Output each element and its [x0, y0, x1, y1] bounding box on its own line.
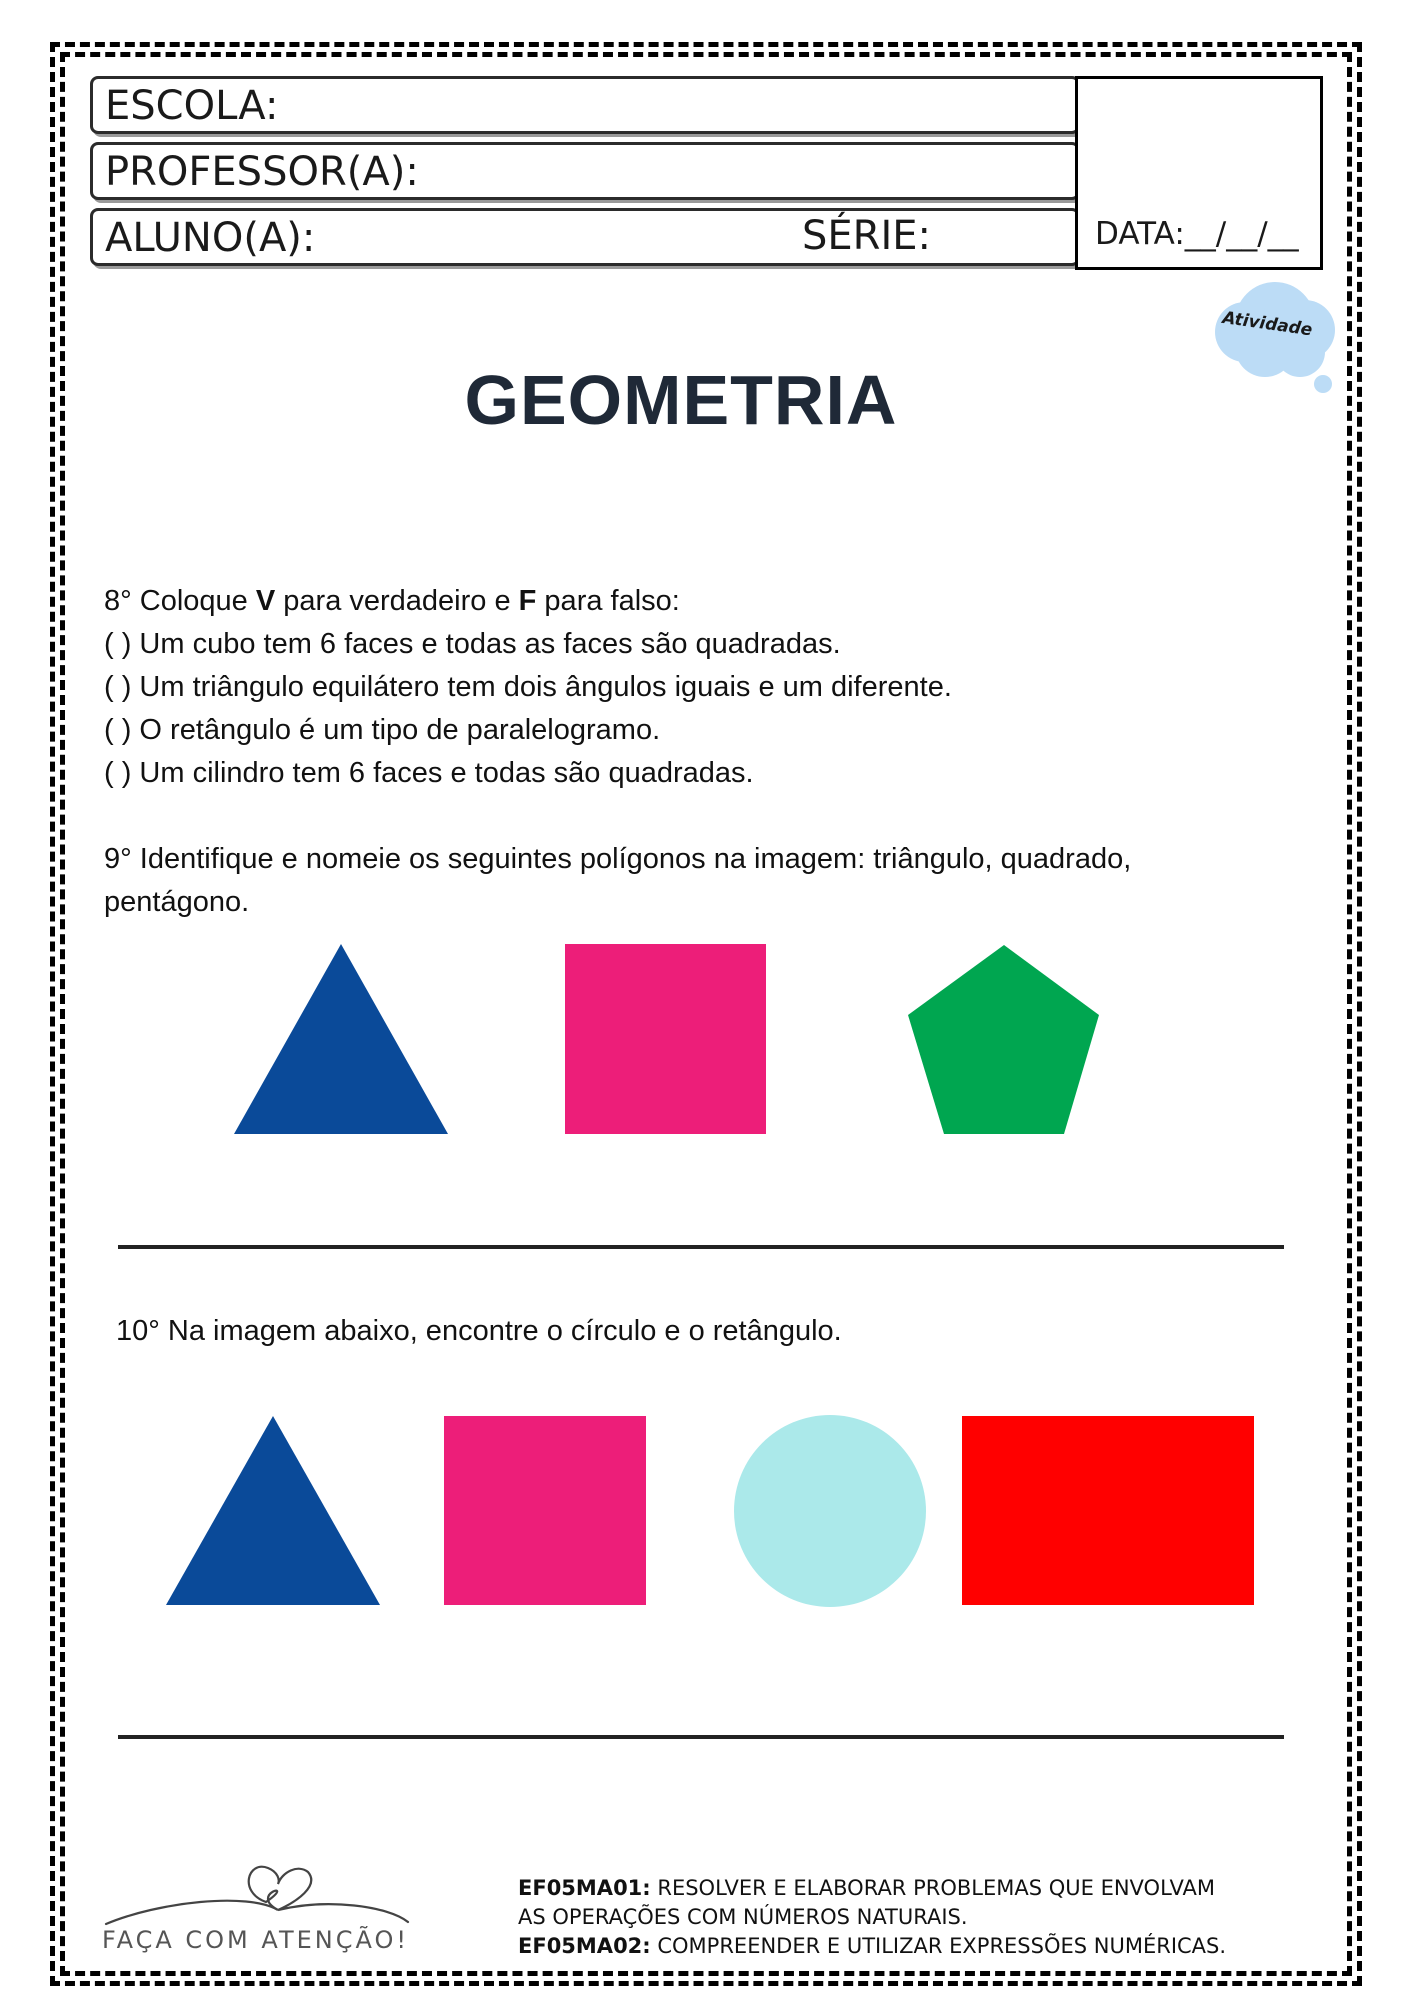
bncc-code-2: EF05MA02: — [518, 1934, 651, 1958]
student-field[interactable] — [90, 208, 1080, 266]
q10-rectangle-shape — [962, 1416, 1254, 1605]
answer-line-q9[interactable] — [118, 1245, 1284, 1249]
q8-f: F — [518, 585, 537, 617]
q9-pentagon-shape — [908, 945, 1099, 1134]
bncc-desc-2: COMPREENDER E UTILIZAR EXPRESSÕES NUMÉRICAS. — [650, 1934, 1227, 1958]
q8-item-1[interactable]: ( ) Um cubo tem 6 faces e todas as faces são quadradas. — [104, 628, 841, 660]
school-field[interactable] — [90, 76, 1080, 134]
q10-shapes — [0, 1410, 1414, 1610]
activity-badge-label: Atividade — [1221, 308, 1314, 341]
bncc-line-1 — [518, 1874, 1226, 1903]
heart-swirl-icon — [98, 1862, 418, 1932]
q8-item-2[interactable]: ( ) Um triângulo equilátero tem dois ângulos iguais e um diferente. — [104, 671, 952, 703]
slogan: FAÇA COM ATENÇÃO! — [102, 1926, 409, 1954]
question-10-prompt: 10° Na imagem abaixo, encontre o círculo e o retângulo. — [116, 1315, 842, 1347]
bncc-line-2: AS OPERAÇÕES COM NÚMEROS NATURAIS. — [518, 1905, 968, 1929]
q8-item-3[interactable]: ( ) O retângulo é um tipo de paralelogramo. — [104, 714, 661, 746]
q8-prefix: 8° Coloque — [104, 585, 256, 617]
answer-line-q10[interactable] — [118, 1735, 1284, 1739]
student-label: ALUNO(A): — [105, 215, 316, 261]
q10-circle-shape — [734, 1415, 926, 1607]
q9-square-shape — [565, 944, 766, 1134]
bncc-line-3 — [518, 1932, 1226, 1961]
question-9-line-2: pentágono. — [104, 886, 250, 918]
question-8-prompt — [104, 580, 680, 623]
grade-label: SÉRIE: — [802, 213, 932, 259]
question-9-line-1: 9° Identifique e nomeie os seguintes polígonos na imagem: triângulo, quadrado, — [104, 843, 1132, 875]
teacher-label: PROFESSOR(A): — [105, 149, 419, 195]
bncc-code-1: EF05MA01: — [518, 1876, 651, 1900]
teacher-field[interactable] — [90, 142, 1080, 200]
q9-triangle-shape — [234, 944, 448, 1134]
q8-middle: para verdadeiro e — [275, 585, 519, 617]
page-title: GEOMETRIA — [464, 361, 898, 439]
q9-shapes — [0, 940, 1414, 1140]
date-label: DATA:__/__/__ — [1095, 216, 1299, 252]
bncc-codes — [518, 1874, 1226, 1961]
q10-triangle-shape — [166, 1416, 380, 1605]
q8-v: V — [255, 585, 276, 617]
q10-square-shape — [444, 1416, 646, 1605]
bncc-desc-1a: RESOLVER E ELABORAR PROBLEMAS QUE ENVOLVAM — [650, 1876, 1215, 1900]
q8-suffix: para falso: — [536, 585, 680, 617]
q8-item-4[interactable]: ( ) Um cilindro tem 6 faces e todas são quadradas. — [104, 757, 754, 789]
school-label: ESCOLA: — [105, 83, 279, 129]
